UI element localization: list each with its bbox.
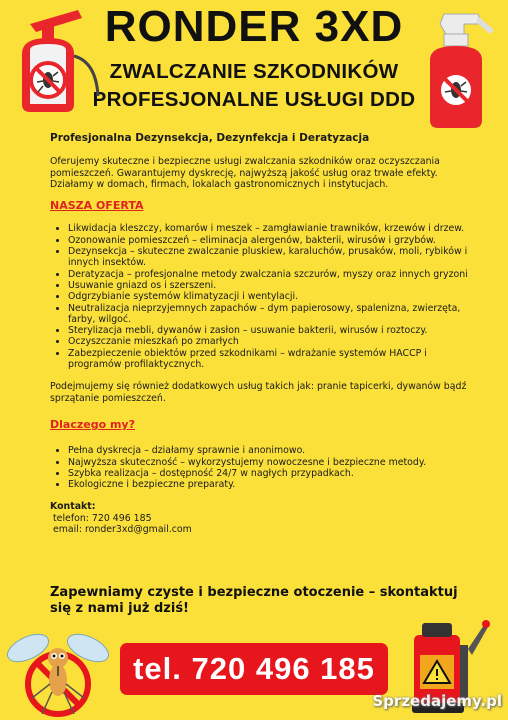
spray-bottle-icon (420, 8, 504, 130)
why-item: • Pełna dyskrecja – działamy sprawnie i anonimowo. (68, 445, 470, 456)
why-list (50, 445, 470, 490)
sprayer-icon (8, 6, 106, 114)
contact-label: Kontakt: (50, 501, 96, 513)
offer-item: • Neutralizacja nieprzyjemnych zapachów – dym papierosowy, spalenizna, zwierzęta, farby, wilgoć. (68, 303, 470, 326)
why-item: • Szybka realizacja – dostępność 24/7 w nagłych przypadkach. (68, 468, 470, 479)
flyer-subtitle-2: PROFESJONALNE USŁUGI DDD (92, 88, 416, 111)
phone-banner (120, 643, 388, 695)
flyer-title: RONDER 3XD (104, 2, 404, 51)
why-item: • Ekologiczne i bezpieczne preparaty. (68, 479, 470, 490)
offer-item: • Usuwanie gniazd os i szerszeni. (68, 280, 470, 291)
contact-phone: telefon: 720 496 185 (53, 512, 152, 524)
flyer-content (50, 133, 470, 535)
phone-banner-text: tel. 720 496 185 (133, 651, 375, 686)
offer-item: • Likwidacja kleszczy, komarów i meszek – zamgławianie trawników, krzewów i drzew. (68, 223, 470, 234)
contact-email: email: ronder3xd@gmail.com (53, 524, 192, 536)
contact-block (50, 501, 470, 535)
watermark: Sprzedajemy.pl (372, 692, 502, 710)
offer-item: • Ozonowanie pomieszczeń – eliminacja alergenów, bakterii, wirusów i grzybów. (68, 235, 470, 246)
offer-item: • Oczyszczanie mieszkań po zmarłych (68, 336, 470, 347)
intro-text: Oferujemy skuteczne i bezpieczne usługi zwalczania szkodników oraz oczyszczania pomieszczeń. Gwarantujemy dyskrecję, najwyższą jakość usług oraz trwałe efekty. Działamy w domach, firmach, lokalach gastronomicznych i instytucjach. (50, 156, 440, 190)
extra-services-text: Podejmujemy się również dodatkowych usług takich jak: pranie tapicerki, dywanów bądź sprzątanie pomieszczeń. (50, 381, 467, 404)
offer-title: NASZA OFERTA (50, 199, 144, 213)
why-item: • Najwyższa skuteczność – wykorzystujemy nowoczesne i bezpieczne metody. (68, 457, 470, 468)
intro-heading: Profesjonalna Dezynsekcja, Dezynfekcja i Deratyzacja (50, 132, 370, 144)
call-to-action: Zapewniamy czyste i bezpieczne otoczenie – skontaktuj się z nami już dziś! (50, 585, 458, 616)
mosquito-icon (2, 618, 114, 720)
offer-list (50, 223, 470, 370)
offer-item: • Sterylizacja mebli, dywanów i zasłon – usuwanie bakterii, wirusów i roztoczy. (68, 325, 470, 336)
offer-item: • Odgrzybianie systemów klimatyzacji i wentylacji. (68, 291, 470, 302)
flyer-subtitle-1: ZWALCZANIE SZKODNIKÓW (109, 60, 399, 83)
offer-item: • Deratyzacja – profesjonalne metody zwalczania szczurów, myszy oraz innych gryzoni (68, 269, 470, 280)
offer-item: • Dezynsekcja – skuteczne zwalczanie pluskiew, karaluchów, prusaków, moli, rybików i innych insektów. (68, 246, 470, 269)
offer-item: • Zabezpieczenie obiektów przed szkodnikami – wdrażanie systemów HACCP i programów profilaktycznych. (68, 348, 470, 371)
why-title: Dlaczego my? (50, 417, 135, 431)
